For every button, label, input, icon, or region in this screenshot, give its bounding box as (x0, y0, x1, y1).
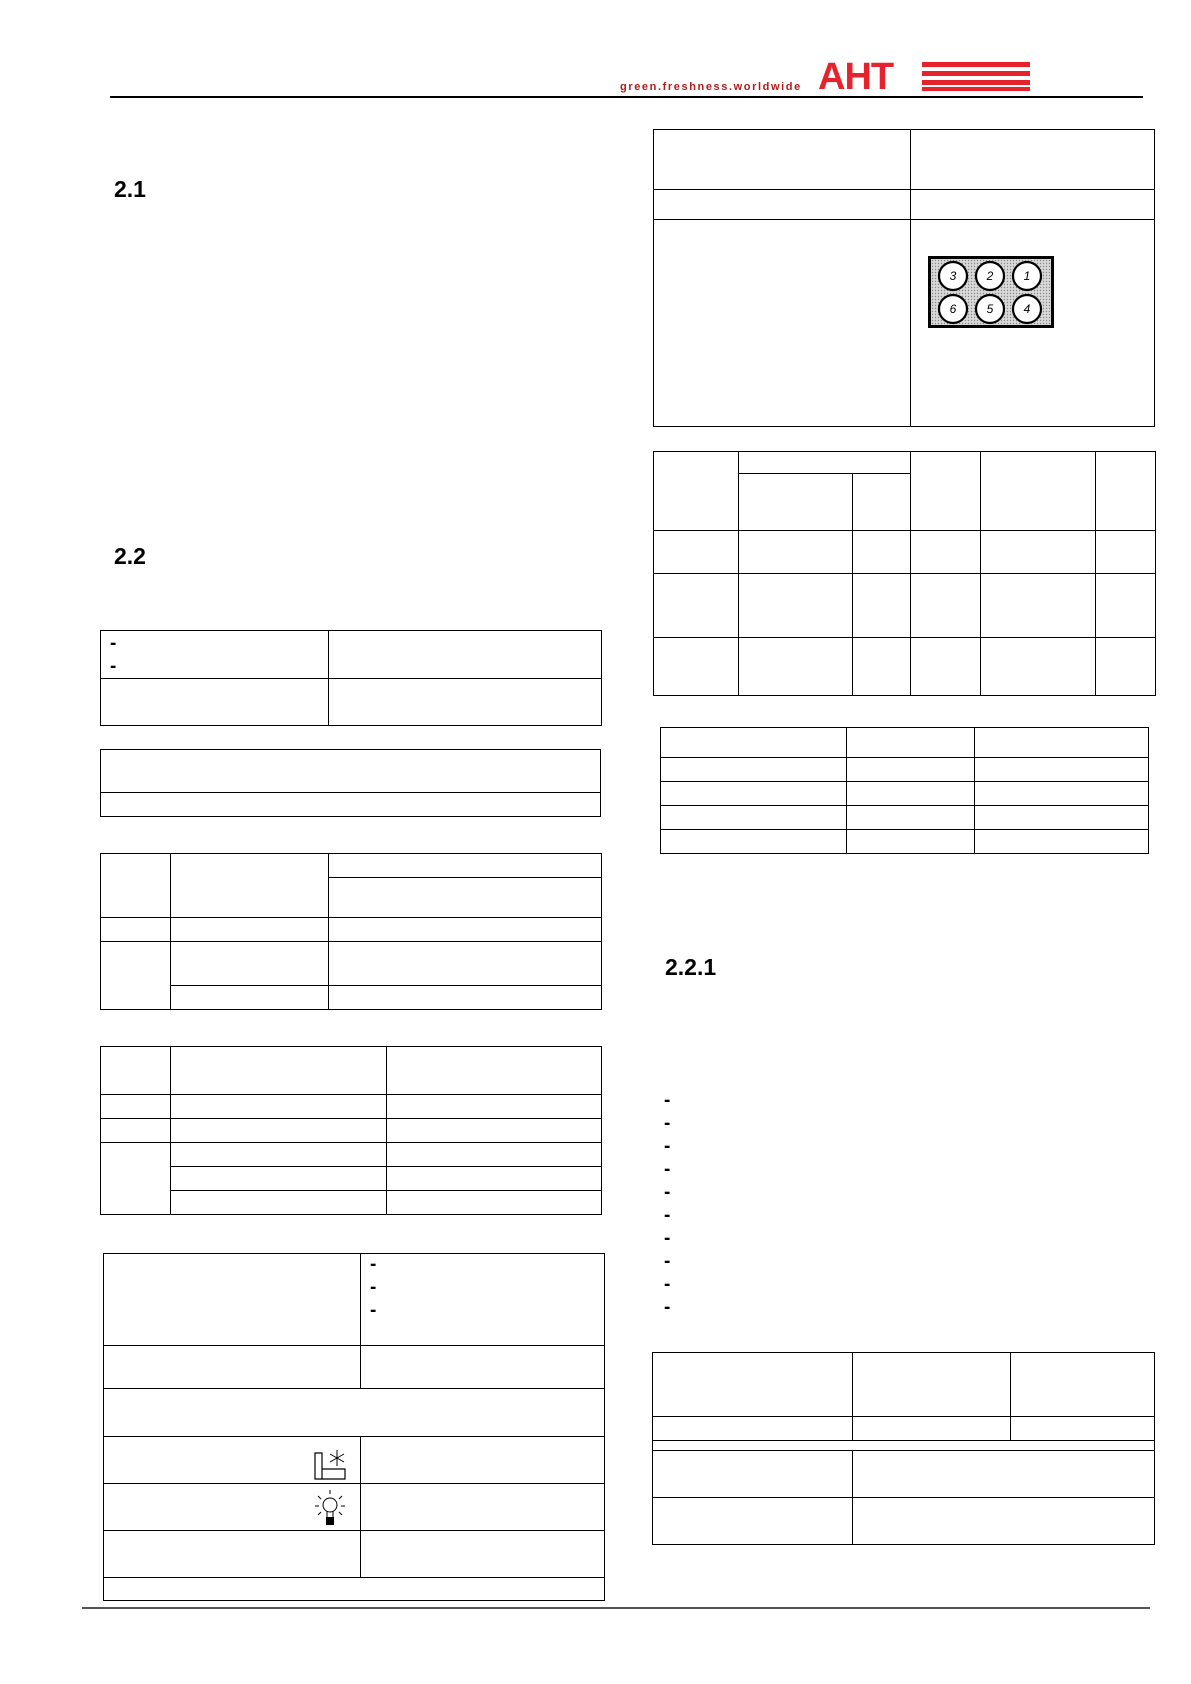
table-cell (329, 631, 602, 679)
list-dash: - (664, 1251, 671, 1272)
table-cell (739, 452, 911, 474)
spec-table-6 (653, 451, 1156, 696)
table-cell (653, 1498, 853, 1545)
table-cell (975, 758, 1149, 782)
table-cell (654, 574, 739, 638)
table-cell (911, 190, 1155, 220)
table-cell (101, 1119, 171, 1143)
table-cell (847, 830, 975, 854)
table-cell (387, 1119, 602, 1143)
table-cell (1011, 1417, 1155, 1441)
table-cell (104, 1578, 605, 1601)
list-dash: - (110, 656, 117, 677)
table-cell (329, 679, 602, 726)
table-cell (739, 474, 853, 531)
table-cell (171, 1191, 387, 1215)
table-cell (361, 1254, 605, 1346)
brand-tagline: green.freshness.worldwide (620, 81, 802, 93)
table-cell (101, 1143, 171, 1215)
table-cell (847, 782, 975, 806)
pin-label: 5 (986, 302, 994, 316)
table-cell (171, 854, 329, 918)
table-cell (171, 942, 329, 986)
table-cell (654, 130, 911, 190)
table-cell (104, 1346, 361, 1389)
table-cell (104, 1531, 361, 1578)
table-cell (171, 1095, 387, 1119)
spec-table-1 (100, 630, 602, 726)
pin-label: 1 (1023, 269, 1031, 283)
table-cell (911, 638, 981, 696)
table-cell (329, 942, 602, 986)
table-cell (329, 986, 602, 1010)
table-cell (101, 750, 601, 793)
table-cell (653, 1451, 853, 1498)
list-dash: - (664, 1113, 671, 1134)
table-cell (653, 1417, 853, 1441)
table-cell (104, 1254, 361, 1346)
spec-table-8 (652, 1352, 1155, 1545)
six-pin-connector-diagram (928, 256, 1054, 328)
table-cell (1096, 531, 1156, 574)
table-cell (101, 1047, 171, 1095)
table-cell (847, 806, 975, 830)
table-cell (104, 1389, 605, 1437)
table-cell (171, 918, 329, 942)
table-cell (975, 830, 1149, 854)
table-cell (739, 531, 853, 574)
table-cell (387, 1143, 602, 1167)
table-cell (853, 1451, 1155, 1498)
table-cell (101, 854, 171, 918)
table-cell (171, 1119, 387, 1143)
table-cell (661, 806, 847, 830)
table-cell (653, 1441, 1155, 1451)
table-cell (361, 1531, 605, 1578)
header-rule (110, 96, 1143, 98)
table-cell (101, 793, 601, 817)
list-dash: - (664, 1182, 671, 1203)
table-cell (981, 638, 1096, 696)
connector-table (653, 129, 1155, 427)
table-cell (1096, 452, 1156, 531)
table-cell (661, 782, 847, 806)
pin-label: 6 (949, 302, 957, 316)
table-cell (361, 1437, 605, 1484)
list-dash: - (664, 1205, 671, 1226)
table-cell (981, 574, 1096, 638)
list-dash: - (664, 1090, 671, 1111)
table-cell (329, 878, 602, 918)
table-cell (911, 531, 981, 574)
footer-rule (82, 1607, 1150, 1609)
spec-table-5 (103, 1253, 605, 1601)
table-cell (387, 1191, 602, 1215)
list-dash: - (664, 1136, 671, 1157)
table-cell (853, 1353, 1011, 1417)
table-cell (853, 531, 911, 574)
table-cell (739, 638, 853, 696)
table-cell (654, 190, 911, 220)
table-cell (853, 1498, 1155, 1545)
pin-label: 4 (1023, 302, 1031, 316)
table-cell (171, 1143, 387, 1167)
table-cell (653, 1353, 853, 1417)
light-bulb-icon (313, 1488, 347, 1528)
defrost-snowflake-icon (311, 1447, 347, 1481)
section-heading-2-1: 2.1 (114, 176, 146, 202)
list-dash: - (664, 1297, 671, 1318)
spec-table-4 (100, 1046, 602, 1215)
table-cell (661, 758, 847, 782)
table-cell (661, 830, 847, 854)
spec-table-2 (100, 749, 601, 817)
table-cell (853, 574, 911, 638)
table-cell (847, 758, 975, 782)
list-dash: - (370, 1254, 377, 1275)
table-cell (101, 631, 329, 679)
table-cell (101, 679, 329, 726)
table-cell (853, 638, 911, 696)
table-cell (387, 1095, 602, 1119)
table-cell (171, 1167, 387, 1191)
table-cell (387, 1167, 602, 1191)
table-cell (1011, 1353, 1155, 1417)
table-cell (171, 986, 329, 1010)
table-cell (1096, 574, 1156, 638)
table-cell (101, 918, 171, 942)
table-cell (975, 806, 1149, 830)
table-cell (361, 1484, 605, 1531)
table-cell (975, 782, 1149, 806)
list-dash: - (110, 633, 117, 654)
table-cell (981, 452, 1096, 531)
table-cell (661, 728, 847, 758)
section-heading-2-2: 2.2 (114, 543, 146, 569)
table-cell (911, 452, 981, 531)
table-cell (171, 1047, 387, 1095)
table-cell (911, 574, 981, 638)
table-cell (911, 220, 1155, 427)
table-cell (853, 474, 911, 531)
list-dash: - (370, 1300, 377, 1321)
spec-table-3 (100, 853, 602, 1010)
section-heading-2-2-1: 2.2.1 (665, 954, 717, 980)
table-cell (654, 638, 739, 696)
list-dash: - (664, 1159, 671, 1180)
table-cell (101, 1095, 171, 1119)
list-dash: - (370, 1277, 377, 1298)
table-cell (1096, 638, 1156, 696)
table-cell (911, 130, 1155, 190)
aht-logo (818, 58, 1030, 92)
table-cell (104, 1484, 361, 1531)
table-cell (654, 531, 739, 574)
table-cell (654, 220, 911, 427)
table-cell (329, 854, 602, 878)
table-cell (101, 942, 171, 1010)
list-dash: - (664, 1274, 671, 1295)
table-cell (104, 1437, 361, 1484)
table-cell (387, 1047, 602, 1095)
pin-label: 2 (986, 269, 994, 283)
spec-table-7 (660, 727, 1149, 854)
table-cell (981, 531, 1096, 574)
table-cell (361, 1346, 605, 1389)
table-cell (654, 452, 739, 531)
table-cell (975, 728, 1149, 758)
list-dash: - (664, 1228, 671, 1249)
svg-text:AHT: AHT (818, 58, 894, 92)
table-cell (853, 1417, 1011, 1441)
table-cell (329, 918, 602, 942)
table-cell (847, 728, 975, 758)
pin-label: 3 (949, 269, 957, 283)
table-cell (739, 574, 853, 638)
